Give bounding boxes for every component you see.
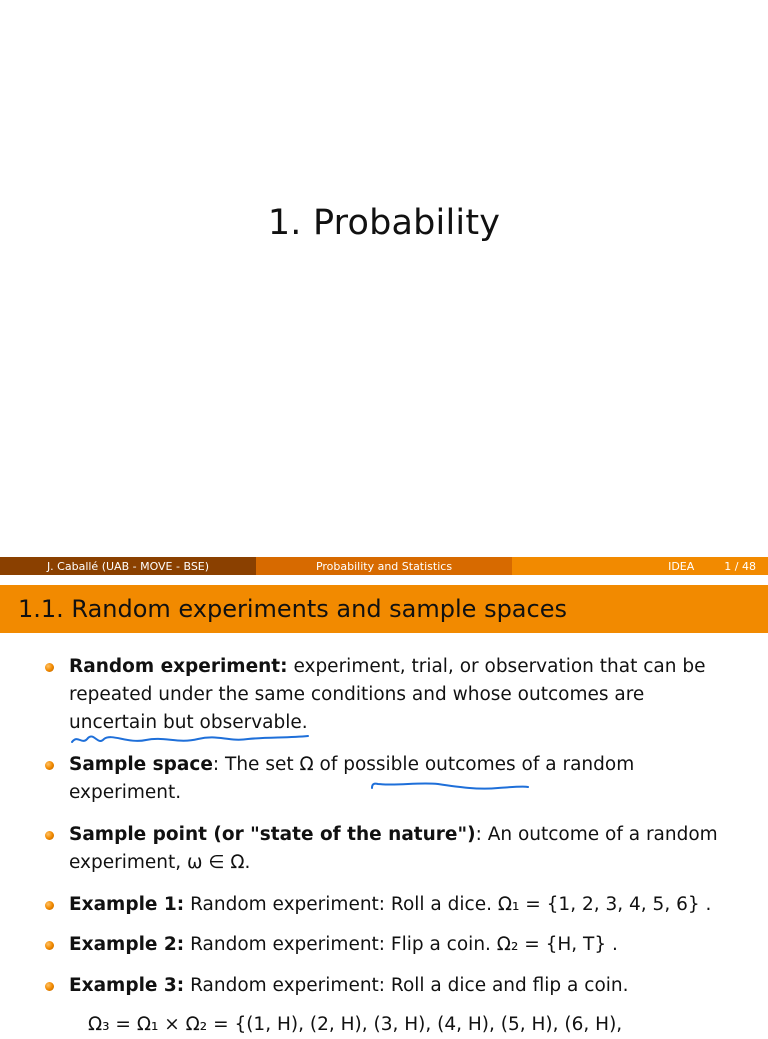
footer-course	[256, 557, 512, 575]
item-term: Random experiment:	[69, 656, 288, 677]
footer-author-text: J. Caballé (UAB - MOVE - BSE)	[46, 559, 210, 573]
bullet-icon	[45, 982, 54, 991]
footer-page-number: 1 / 48	[724, 559, 756, 573]
squiggle-underline	[68, 730, 313, 750]
bullet-icon	[45, 831, 54, 840]
item-text: : The set Ω of possible outcomes of a random experiment.	[69, 754, 635, 803]
item-text: Random experiment: Roll a dice. Ω₁ = {1, 2, 3, 4, 5, 6} .	[190, 894, 712, 915]
footer-meta	[512, 557, 768, 575]
item-term: Example 2:	[69, 934, 185, 955]
list-item	[0, 972, 659, 1000]
footer-course-text: Probability and Statistics	[315, 559, 453, 573]
list-item	[0, 891, 741, 919]
list-item	[0, 821, 768, 877]
item-text: experiment, trial, or observation that can be repeated under the same conditions and whose outcomes are uncertain but observable.	[69, 656, 706, 733]
item-text: : An outcome of a random experiment, ω ∈ Ω.	[69, 824, 718, 873]
item-text: Random experiment: Roll a dice and flip a coin.	[190, 975, 629, 996]
wave-underline	[368, 778, 533, 794]
frame-title-text: 1.1. Random experiments and sample spaces	[18, 595, 567, 623]
slide-title: 1. Probability	[267, 203, 501, 243]
bullet-icon	[45, 663, 54, 672]
bullet-icon	[45, 941, 54, 950]
content-slide	[0, 575, 768, 1035]
sample-space-formula: Ω₃ = Ω₁ × Ω₂ = {(1, H), (2, H), (3, H), (4, H), (5, H), (6, H),	[88, 1014, 623, 1035]
bullet-icon	[45, 761, 54, 770]
item-text: Random experiment: Flip a coin. Ω₂ = {H, T} .	[190, 934, 618, 955]
item-term: Sample point (or "state of the nature")	[69, 824, 476, 845]
item-term: Example 3:	[69, 975, 185, 996]
footer-bar	[0, 557, 768, 575]
frame-title	[0, 585, 768, 633]
list-item	[0, 653, 768, 737]
item-term: Example 1:	[69, 894, 185, 915]
footer-author	[0, 557, 256, 575]
footer-institution: IDEA	[668, 559, 695, 573]
list-item	[0, 931, 648, 959]
item-term: Sample space	[69, 754, 213, 775]
bullet-icon	[45, 901, 54, 910]
